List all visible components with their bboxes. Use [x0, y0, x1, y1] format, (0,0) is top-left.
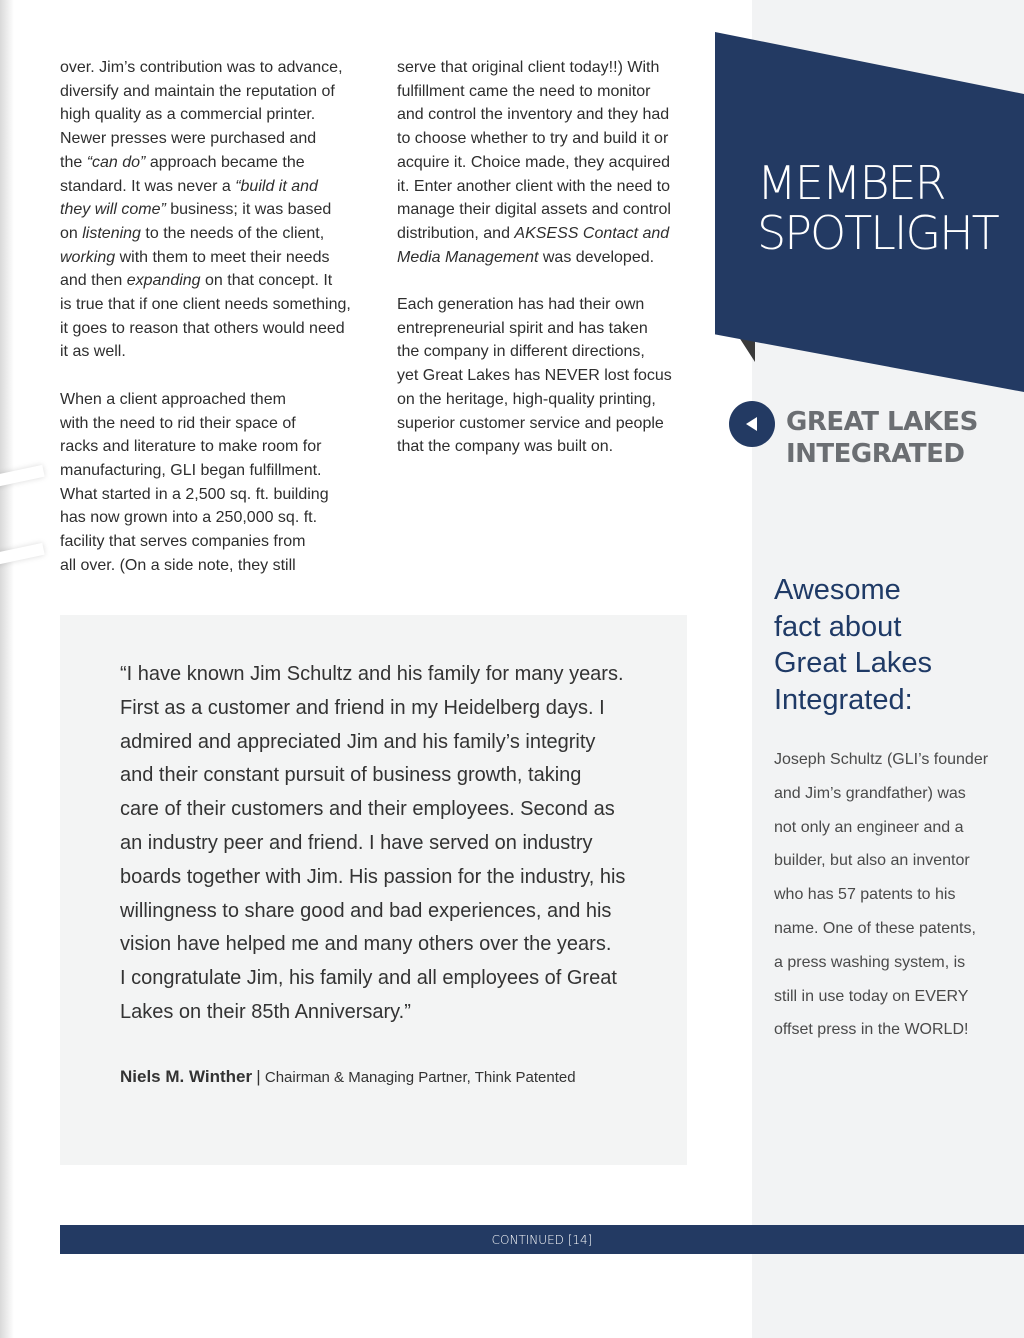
company-name: GREAT LAKES INTEGRATED	[786, 407, 978, 469]
back-button[interactable]	[729, 401, 775, 447]
page-gutter-shadow	[0, 0, 14, 1338]
article-paragraph: serve that original client today!!) With fulfillment came the need to monitor and control the inventory and they had to choose whether to try and build it or acquire it. Choice made, they acquired it. Enter another client with the need to manage their digital assets and control distribution, and AKSESS Contact and Media Management was developed.	[397, 59, 671, 266]
testimonial-box	[60, 615, 687, 1165]
article-column-2	[397, 56, 707, 483]
continued-bar[interactable]	[60, 1225, 1024, 1254]
fact-title: Awesome fact about Great Lakes Integrated:	[774, 574, 932, 716]
testimonial-text: “I have known Jim Schultz and his family for many years. First as a customer and friend in my Heidelberg days. I admired and appreciated Jim and his family’s integrity and their constant pursuit of business growth, taking care of their customers and their employees. Second as an industry peer and friend. I have served on industry boards together with Jim. His passion for the industry, his willingness to share good and bad experiences, and his vision have helped me and many others over the years. I congratulate Jim, his family and all employees of Great Lakes on their 85th Anniversary.”	[120, 663, 626, 1023]
author-name: Niels M. Winther	[120, 1067, 253, 1086]
continued-link[interactable]: CONTINUED [14]	[491, 1232, 593, 1247]
fact-body: Joseph Schultz (GLI’s founder and Jim’s grandfather) was not only an engineer and a builder, but also an inventor who has 57 patents to his name. One of these patents, a press washing system, is still in use today on EVERY offset press in the WORLD!	[774, 751, 989, 1039]
article-column-1	[60, 56, 380, 601]
article-paragraph: When a client approached them with the need to rid their space of racks and literature to make room for manufacturing, GLI began fulfillment. What started in a 2,500 sq. ft. building has now grown into a 250,000 sq. ft. facility that serves companies from all over. (On a side note, they still	[60, 390, 329, 574]
article-paragraph: Each generation has had their own entrepreneurial spirit and has taken the company in different directions, yet Great Lakes has NEVER lost focus on the heritage, high-quality printing, superior customer service and people that the company was built on.	[397, 296, 672, 456]
triangle-left-icon	[743, 415, 761, 433]
author-separator: |	[256, 1067, 261, 1086]
author-title: Chairman & Managing Partner, Think Patented	[264, 1069, 576, 1086]
article-paragraph: over. Jim’s contribution was to advance, diversify and maintain the reputation of high quality as a commercial printer. Newer presses were purchased and the “can do” approach became the standard. It was never a “build it and they will come” business; it was based on listening to the needs of the client, working with them to meet their needs and then expanding on that concept. It is true that if one client needs something, it goes to reason that others would need it as well.	[60, 59, 351, 361]
banner-title: MEMBER SPOTLIGHT	[757, 156, 998, 260]
testimonial-attribution	[120, 1067, 660, 1087]
